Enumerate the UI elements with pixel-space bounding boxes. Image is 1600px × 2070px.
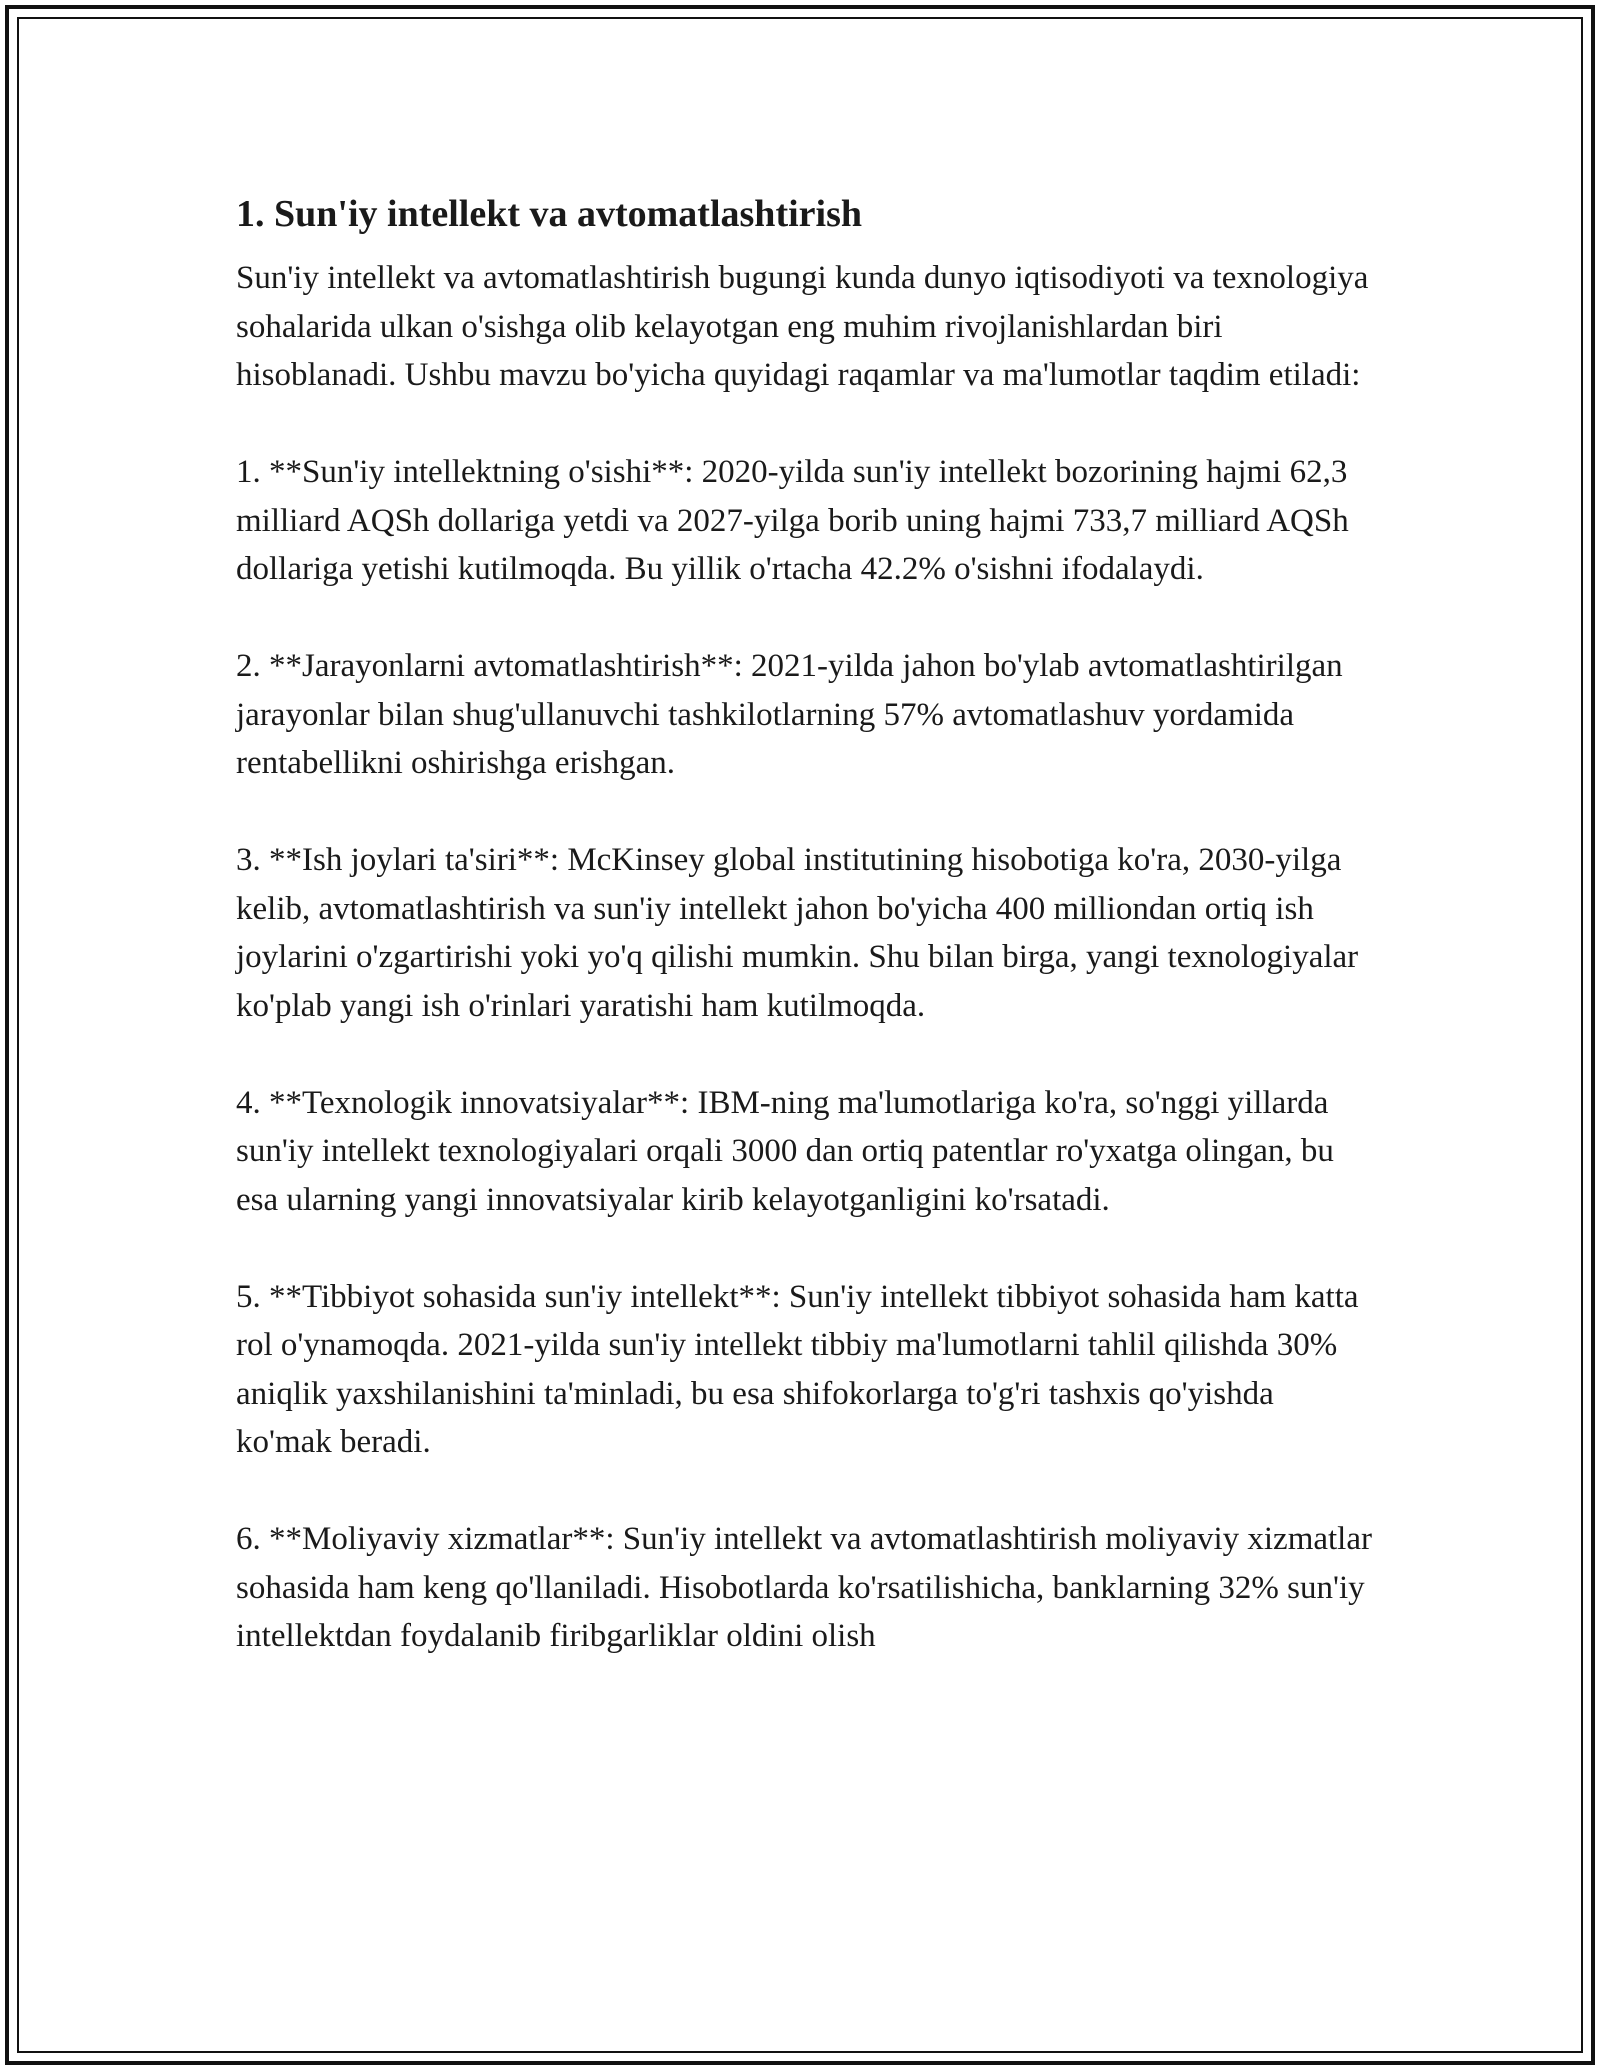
paragraph-jobs-impact: 3. **Ish joylari ta'siri**: McKinsey global institutining hisobotiga ko'ra, 2030-yilga kelib, avtomatlashtirish va sun'iy intellekt jahon bo'yicha 400 milliondan ortiq ish joylarini o'zgartirishi yoki yo'q qilishi mumkin. Shu bilan birga, yangi texnologiyalar ko'plab yangi ish o'rinlari yaratishi ham kutilmoqda. (236, 842, 1359, 1024)
paragraph-process-automation: 2. **Jarayonlarni avtomatlashtirish**: 2021-yilda jahon bo'ylab avtomatlashtirilgan jarayonlar bilan shug'ullanuvchi tashkilotlarning 57% avtomatlashuv yordamida rentabellikni oshirishga erishgan. (236, 648, 1343, 781)
paragraph-ai-growth: 1. **Sun'iy intellektning o'sishi**: 2020-yilda sun'iy intellekt bozorining hajmi 62,3 milliard AQSh dollariga yetdi va 2027-yilga borib uning hajmi 733,7 milliard AQSh dollariga yetishi kutilmoqda. Bu yillik o'rtacha 42.2% o'sishni ifodalaydi. (236, 454, 1349, 587)
paragraph-financial-services: 6. **Moliyaviy xizmatlar**: Sun'iy intellekt va avtomatlashtirish moliyaviy xizmatlar sohasida ham keng qo'llaniladi. Hisobotlarda ko'rsatilishicha, banklarning 32% sun'iy intellektdan foydalanib firibgarliklar oldini olish (236, 1521, 1372, 1654)
paragraph-tech-innovations: 4. **Texnologik innovatsiyalar**: IBM-ning ma'lumotlariga ko'ra, so'nggi yillarda sun'iy intellekt texnologiyalari orqali 3000 dan ortiq patentlar ro'yxatga olingan, bu esa ularning yangi innovatsiyalar kirib kelayotganligini ko'rsatadi. (236, 1084, 1334, 1218)
paragraph-healthcare-ai: 5. **Tibbiyot sohasida sun'iy intellekt**: Sun'iy intellekt tibbiyot sohasida ham katta rol o'ynamoqda. 2021-yilda sun'iy intellekt tibbiy ma'lumotlarni tahlil qilishda 30% aniqlik yaxshilanishini ta'minladi, bu esa shifokorlarga to'g'ri tashxis qo'yishda ko'mak beradi. (236, 1278, 1359, 1460)
document-body (236, 188, 1376, 1709)
intro-paragraph: Sun'iy intellekt va avtomatlashtirish bugungi kunda dunyo iqtisodiyoti va texnologiya sohalarida ulkan o'sishga olib kelayotgan eng muhim rivojlanishlardan biri hisoblanadi. Ushbu mavzu bo'yicha quyidagi raqamlar va ma'lumotlar taqdim etiladi: (236, 260, 1369, 393)
section-title: 1. Sun'iy intellekt va avtomatlashtirish (236, 193, 862, 235)
